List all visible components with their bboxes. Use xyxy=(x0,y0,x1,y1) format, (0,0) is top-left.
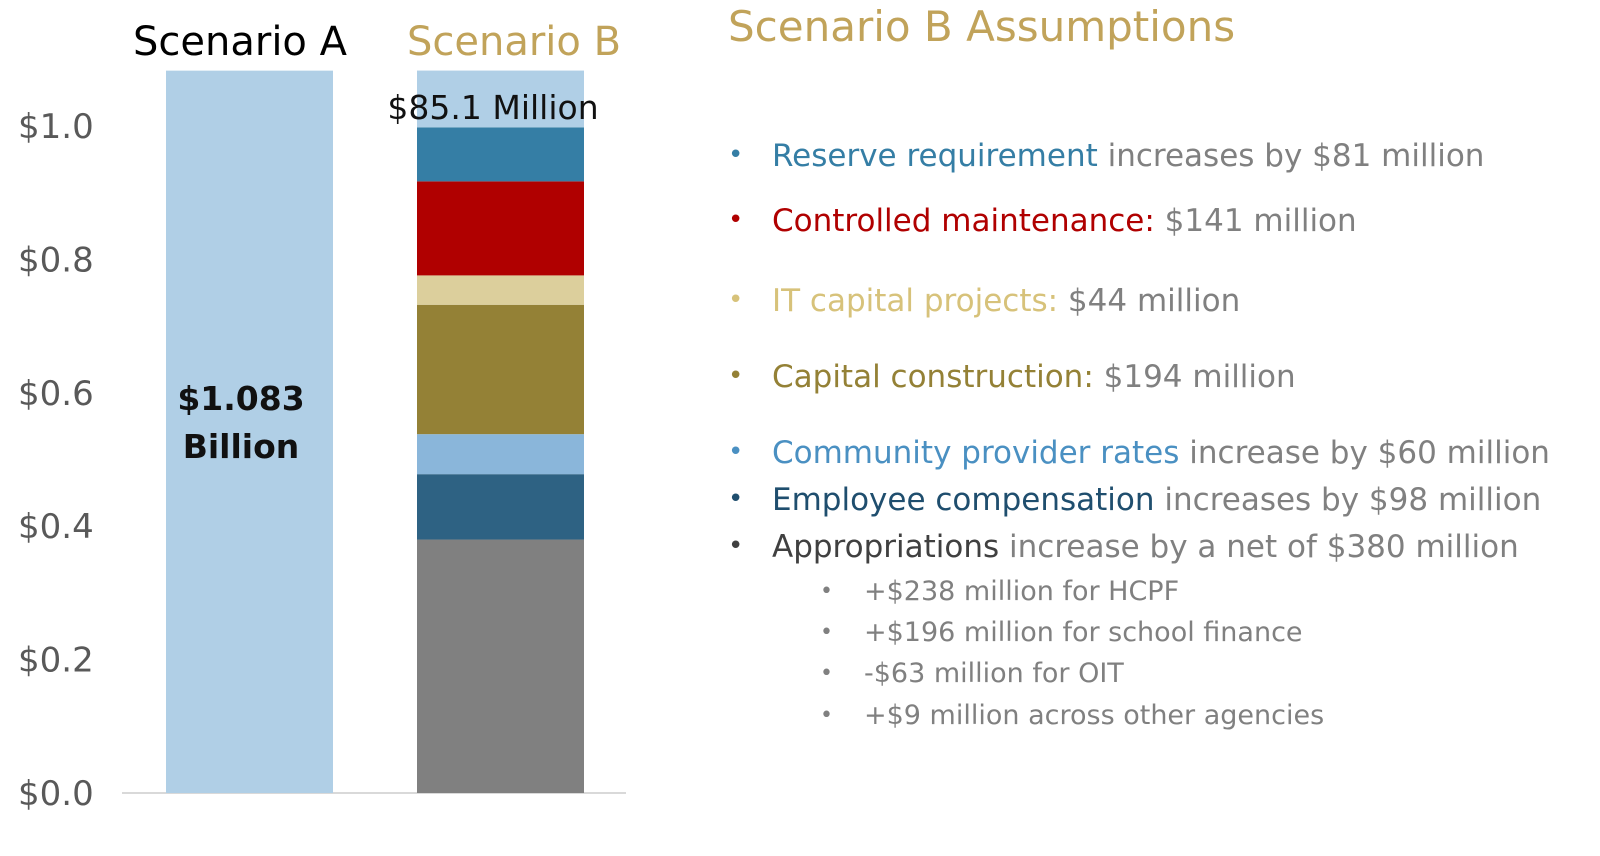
assumption-item xyxy=(728,203,1357,239)
y-tick-label: $0.6 xyxy=(18,373,94,414)
bullet-icon: • xyxy=(728,140,744,170)
assumption-detail: increases by $81 million xyxy=(1097,138,1485,174)
category-label-scenario-b: Scenario B xyxy=(406,19,622,65)
assumption-key: Reserve requirement xyxy=(772,138,1098,174)
assumption-item xyxy=(728,529,1519,565)
scenario-a-value-label: $1.083 xyxy=(177,379,305,418)
bar-segment xyxy=(417,305,584,434)
stacked-bar-chart xyxy=(0,0,700,856)
assumption-detail: increase by $60 million xyxy=(1179,435,1550,471)
y-tick-label: $1.0 xyxy=(18,107,94,147)
bar-segment xyxy=(417,474,584,539)
bullet-icon: • xyxy=(728,205,744,235)
assumptions-title: Scenario B Assumptions xyxy=(728,2,1236,51)
assumption-key: Appropriations xyxy=(772,529,1000,565)
assumption-key: Capital construction: xyxy=(772,359,1094,395)
bullet-icon: • xyxy=(820,661,833,686)
bar-segment xyxy=(417,275,584,304)
y-tick-label: $0.8 xyxy=(18,240,94,281)
assumption-detail: $44 million xyxy=(1058,283,1241,319)
assumption-item xyxy=(728,138,1484,174)
sub-item-text: +$196 million for school finance xyxy=(864,617,1303,648)
assumptions-panel xyxy=(728,0,1588,856)
assumption-key: Employee compensation xyxy=(772,482,1155,518)
y-tick-label: $0.2 xyxy=(18,640,94,681)
appropriation-sub-item xyxy=(820,576,1179,607)
assumption-detail: increase by a net of $380 million xyxy=(999,529,1519,565)
bar-segment xyxy=(417,181,584,275)
y-axis-tick-labels xyxy=(18,107,94,814)
assumption-item xyxy=(728,482,1541,518)
bullet-icon: • xyxy=(728,285,744,315)
bar-segment xyxy=(417,434,584,474)
y-tick-label: $0.0 xyxy=(18,774,94,814)
assumption-item xyxy=(728,283,1240,319)
sub-item-text: -$63 million for OIT xyxy=(864,658,1124,689)
scenario-a-unit-label: Billion xyxy=(182,427,300,466)
appropriation-sub-item xyxy=(820,658,1124,689)
bullet-icon: • xyxy=(820,579,833,604)
sub-item-text: +$9 million across other agencies xyxy=(864,700,1325,731)
bullet-icon: • xyxy=(728,531,744,561)
bar-segment xyxy=(417,127,584,181)
scenario-b-top-label: $85.1 Million xyxy=(387,88,599,127)
bullet-icon: • xyxy=(728,361,744,391)
bullet-icon: • xyxy=(820,620,833,645)
sub-item-text: +$238 million for HCPF xyxy=(864,576,1180,607)
category-label-scenario-a: Scenario A xyxy=(133,19,347,65)
bullet-icon: • xyxy=(728,484,744,514)
assumption-item xyxy=(728,359,1296,395)
assumption-detail: $194 million xyxy=(1093,359,1296,395)
bar-segment xyxy=(417,540,584,793)
assumption-detail: $141 million xyxy=(1154,203,1357,239)
assumption-item xyxy=(728,435,1550,471)
assumption-key: Controlled maintenance: xyxy=(772,203,1155,239)
appropriation-sub-item xyxy=(820,700,1324,731)
bullet-icon: • xyxy=(728,437,744,467)
assumption-detail: increases by $98 million xyxy=(1154,482,1542,518)
assumption-key: Community provider rates xyxy=(772,435,1180,471)
appropriation-sub-item xyxy=(820,617,1303,648)
bullet-icon: • xyxy=(820,703,833,728)
y-tick-label: $0.4 xyxy=(18,507,94,548)
assumption-key: IT capital projects: xyxy=(772,283,1059,319)
